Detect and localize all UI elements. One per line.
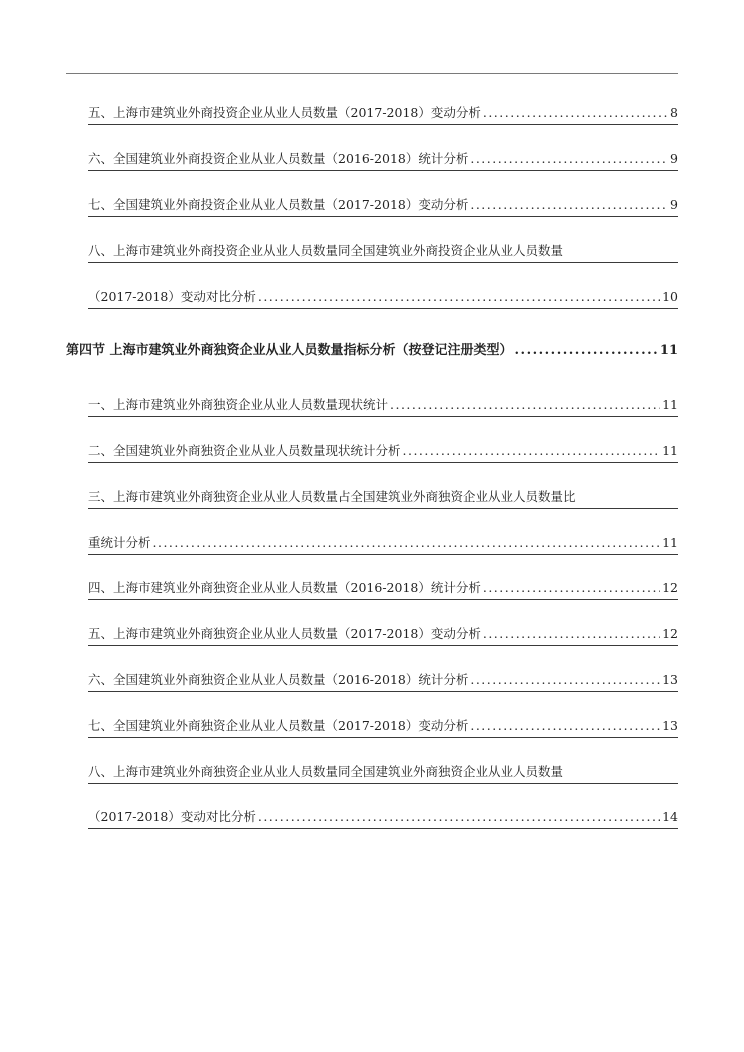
toc-page-number: 9 (670, 151, 678, 166)
toc-entry[interactable] (66, 394, 678, 416)
toc-leader-dots (515, 340, 658, 362)
toc-entry[interactable] (66, 102, 678, 124)
toc-page-number: 8 (670, 105, 678, 120)
toc-entry[interactable] (66, 577, 678, 599)
toc-entry-title: 八、上海市建筑业外商独资企业从业人员数量同全国建筑业外商独资企业从业人员数量 (88, 764, 564, 779)
toc-entry[interactable] (66, 486, 678, 508)
toc-leader-dots (470, 148, 668, 170)
toc-leader-dots (483, 102, 668, 124)
toc-leader-dots (470, 194, 668, 216)
toc-section-title: 第四节 上海市建筑业外商独资企业从业人员数量指标分析（按登记注册类型） (66, 343, 513, 358)
toc-leader-dots (258, 286, 660, 308)
toc-entry[interactable] (66, 761, 678, 783)
toc-page-number: 12 (662, 626, 678, 641)
toc-entry-title: 重统计分析 (88, 535, 151, 550)
toc-entry[interactable] (66, 148, 678, 170)
toc-entry-title: 四、上海市建筑业外商独资企业从业人员数量（2016-2018）统计分析 (88, 580, 481, 595)
toc-page-number: 9 (670, 197, 678, 212)
toc-entry[interactable] (66, 806, 678, 828)
toc-entry[interactable] (66, 194, 678, 216)
toc-entry-title: 三、上海市建筑业外商独资企业从业人员数量占全国建筑业外商独资企业从业人员数量比 (88, 489, 576, 504)
toc-entry[interactable] (66, 286, 678, 308)
toc-leader-dots (470, 669, 660, 691)
toc-entry[interactable] (66, 440, 678, 462)
toc-page-number: 11 (662, 535, 678, 550)
toc-leader-dots (258, 806, 660, 828)
toc-entry-title: 一、上海市建筑业外商独资企业从业人员数量现状统计 (88, 397, 389, 412)
toc-entry-title: 五、上海市建筑业外商投资企业从业人员数量（2017-2018）变动分析 (88, 105, 481, 120)
toc-entry[interactable] (66, 532, 678, 554)
toc-entry-title: 五、上海市建筑业外商独资企业从业人员数量（2017-2018）变动分析 (88, 626, 481, 641)
toc-entry-title: 六、全国建筑业外商投资企业从业人员数量（2016-2018）统计分析 (88, 151, 469, 166)
toc-entry[interactable] (66, 715, 678, 737)
toc-page-number: 12 (662, 580, 678, 595)
toc-entry-title: （2017-2018）变动对比分析 (88, 809, 256, 824)
toc-entry-title: 八、上海市建筑业外商投资企业从业人员数量同全国建筑业外商投资企业从业人员数量 (88, 243, 564, 258)
toc-page-number: 11 (662, 397, 678, 412)
toc-leader-dots (153, 532, 661, 554)
toc-entry-title: 二、全国建筑业外商独资企业从业人员数量现状统计分析 (88, 443, 401, 458)
toc-entry[interactable] (66, 623, 678, 645)
toc-section-heading[interactable] (66, 340, 678, 362)
toc-entry-title: 六、全国建筑业外商独资企业从业人员数量（2016-2018）统计分析 (88, 672, 469, 687)
toc-page-number: 13 (662, 672, 678, 687)
toc-leader-dots (483, 577, 660, 599)
toc-entry[interactable] (66, 669, 678, 691)
toc-entry-title: （2017-2018）变动对比分析 (88, 289, 256, 304)
toc-entry[interactable] (66, 240, 678, 262)
toc-leader-dots (483, 623, 660, 645)
toc-leader-dots (403, 440, 661, 462)
toc-page-number: 11 (659, 343, 678, 358)
toc-page-number: 11 (662, 443, 678, 458)
toc-entry-title: 七、全国建筑业外商投资企业从业人员数量（2017-2018）变动分析 (88, 197, 469, 212)
toc-leader-dots (470, 715, 660, 737)
header-rule (66, 73, 678, 74)
toc-page-number: 10 (662, 289, 678, 304)
toc-entry-title: 七、全国建筑业外商独资企业从业人员数量（2017-2018）变动分析 (88, 718, 469, 733)
toc-page-number: 14 (662, 809, 678, 824)
toc-page-number: 13 (662, 718, 678, 733)
toc-leader-dots (390, 394, 660, 416)
